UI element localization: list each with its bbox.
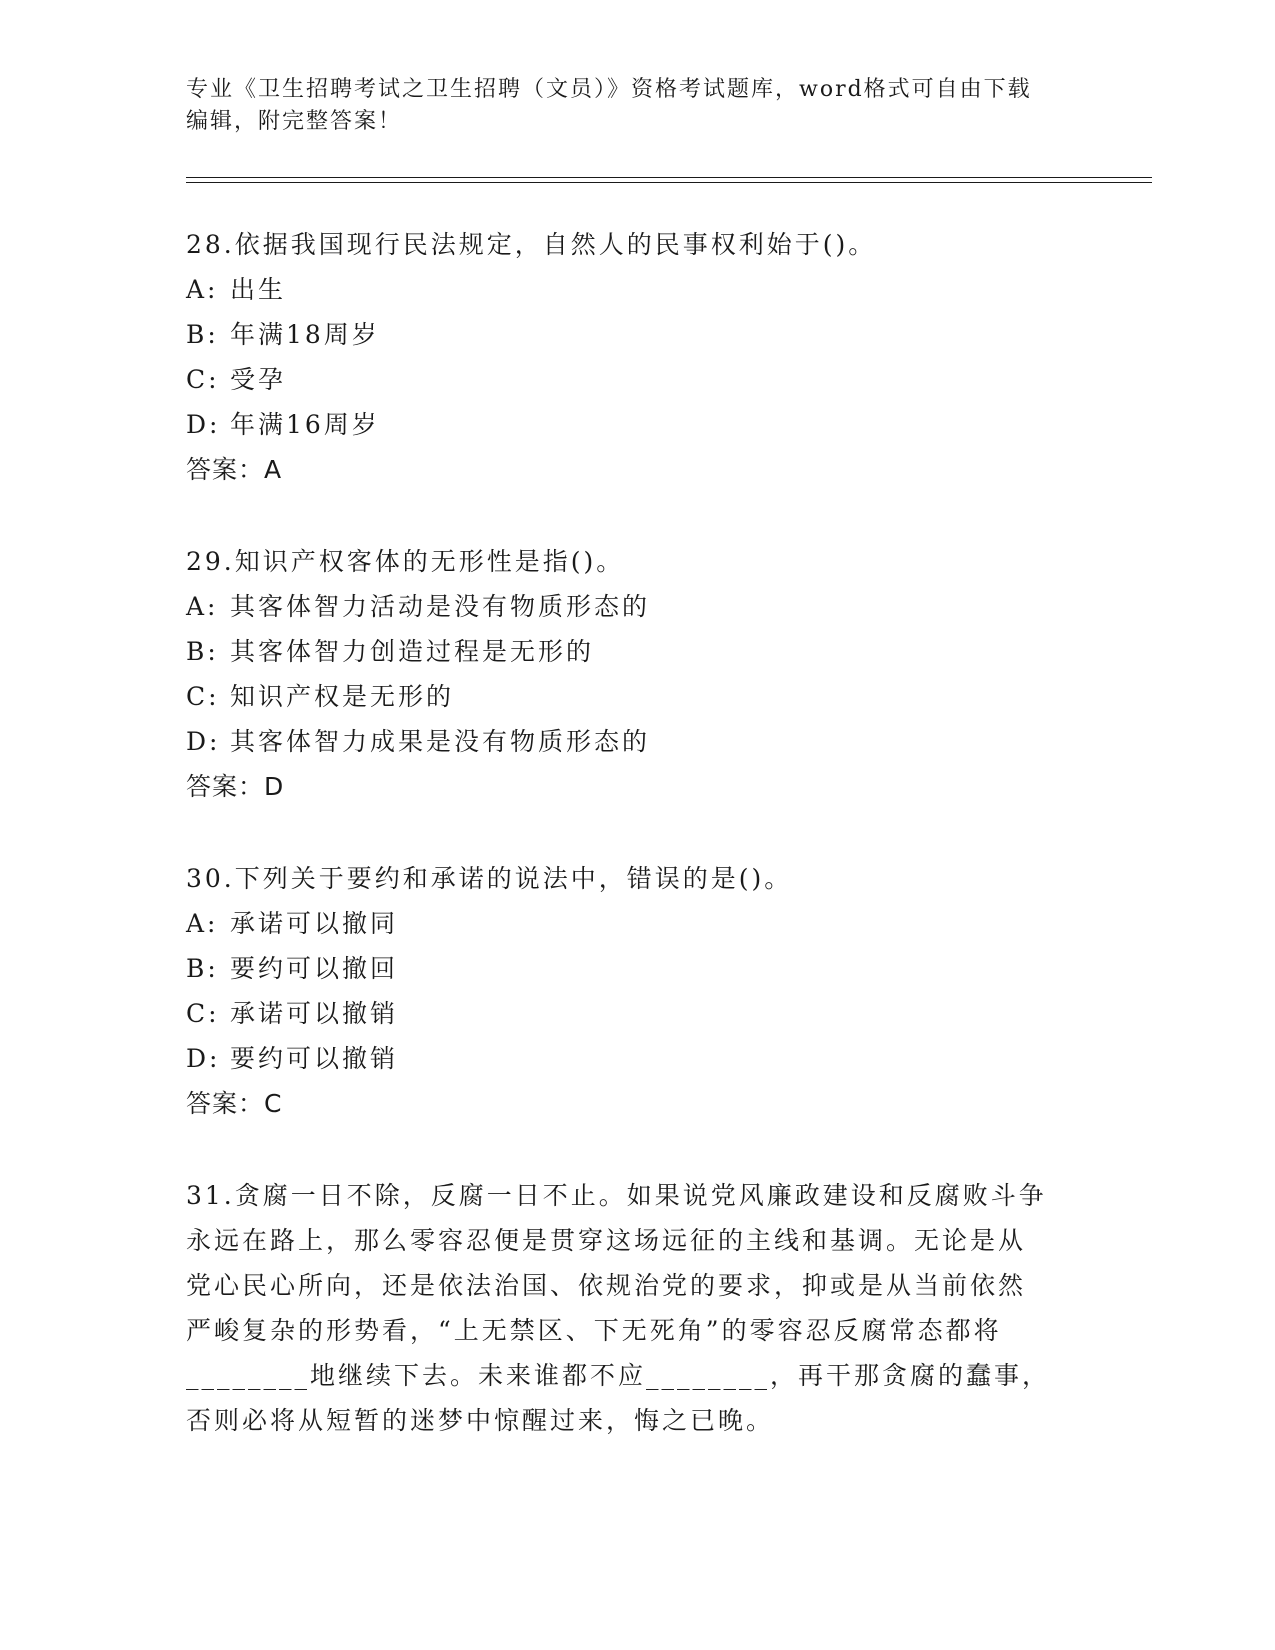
header-double-rule — [186, 177, 1152, 183]
option-key: D: — [186, 1044, 221, 1073]
option-b — [186, 629, 1066, 674]
question-30 — [186, 856, 1066, 1126]
answer-line: 答案：A — [186, 455, 283, 484]
question-title: 30.下列关于要约和承诺的说法中，错误的是()。 — [186, 864, 793, 893]
option-text: 承诺可以撤销 — [230, 999, 399, 1028]
question-28 — [186, 222, 1066, 492]
option-a — [186, 584, 1066, 629]
option-key: B: — [186, 320, 219, 349]
option-c — [186, 357, 1066, 402]
option-key: B: — [186, 954, 219, 983]
option-b — [186, 312, 1066, 357]
header-line-2: 编辑，附完整答案！ — [186, 109, 403, 134]
passage-line: 党心民心所向，还是依法治国、依规治党的要求，抑或是从当前依然 — [186, 1271, 1027, 1300]
option-text: 其客体智力活动是没有物质形态的 — [230, 592, 651, 621]
question-29 — [186, 539, 1066, 809]
header-line-1: 专业《卫生招聘考试之卫生招聘（文员）》资格考试题库，word格式可自由下载 — [186, 77, 1032, 102]
option-key: D: — [186, 727, 221, 756]
passage-line: 严峻复杂的形势看，“上无禁区、下无死角”的零容忍反腐常态都将 — [186, 1316, 1002, 1345]
option-key: B: — [186, 637, 219, 666]
option-a — [186, 267, 1066, 312]
option-text: 受孕 — [230, 365, 287, 394]
question-title: 29.知识产权客体的无形性是指()。 — [186, 547, 625, 576]
passage-line: ________地继续下去。未来谁都不应________，再干那贪腐的蠢事， — [186, 1361, 1051, 1390]
option-c — [186, 991, 1066, 1036]
option-key: C: — [186, 365, 220, 394]
option-d — [186, 402, 1066, 447]
option-text: 年满18周岁 — [230, 320, 380, 349]
answer-line: 答案：C — [186, 1089, 283, 1118]
question-title: 28.依据我国现行民法规定，自然人的民事权利始于()。 — [186, 230, 877, 259]
option-key: D: — [186, 410, 221, 439]
answer-line: 答案：D — [186, 772, 285, 801]
option-text: 要约可以撤销 — [230, 1044, 399, 1073]
option-a — [186, 901, 1066, 946]
passage-line: 否则必将从短暂的迷梦中惊醒过来，悔之已晚。 — [186, 1406, 775, 1435]
option-key: A: — [186, 592, 219, 621]
option-d — [186, 1036, 1066, 1081]
option-b — [186, 946, 1066, 991]
option-text: 要约可以撤回 — [230, 954, 399, 983]
option-text: 承诺可以撤同 — [230, 909, 399, 938]
passage-line: 永远在路上，那么零容忍便是贯穿这场远征的主线和基调。无论是从 — [186, 1226, 1027, 1255]
option-key: A: — [186, 275, 219, 304]
option-text: 出生 — [230, 275, 287, 304]
option-text: 年满16周岁 — [230, 410, 380, 439]
option-text: 知识产权是无形的 — [230, 682, 455, 711]
option-key: C: — [186, 682, 220, 711]
passage-line: 31.贪腐一日不除，反腐一日不止。如果说党风廉政建设和反腐败斗争 — [186, 1181, 1047, 1210]
option-key: C: — [186, 999, 220, 1028]
option-d — [186, 719, 1066, 764]
option-text: 其客体智力成果是没有物质形态的 — [230, 727, 651, 756]
question-31 — [186, 1173, 1066, 1443]
option-key: A: — [186, 909, 219, 938]
option-text: 其客体智力创造过程是无形的 — [230, 637, 595, 666]
document-header — [186, 74, 1066, 138]
option-c — [186, 674, 1066, 719]
